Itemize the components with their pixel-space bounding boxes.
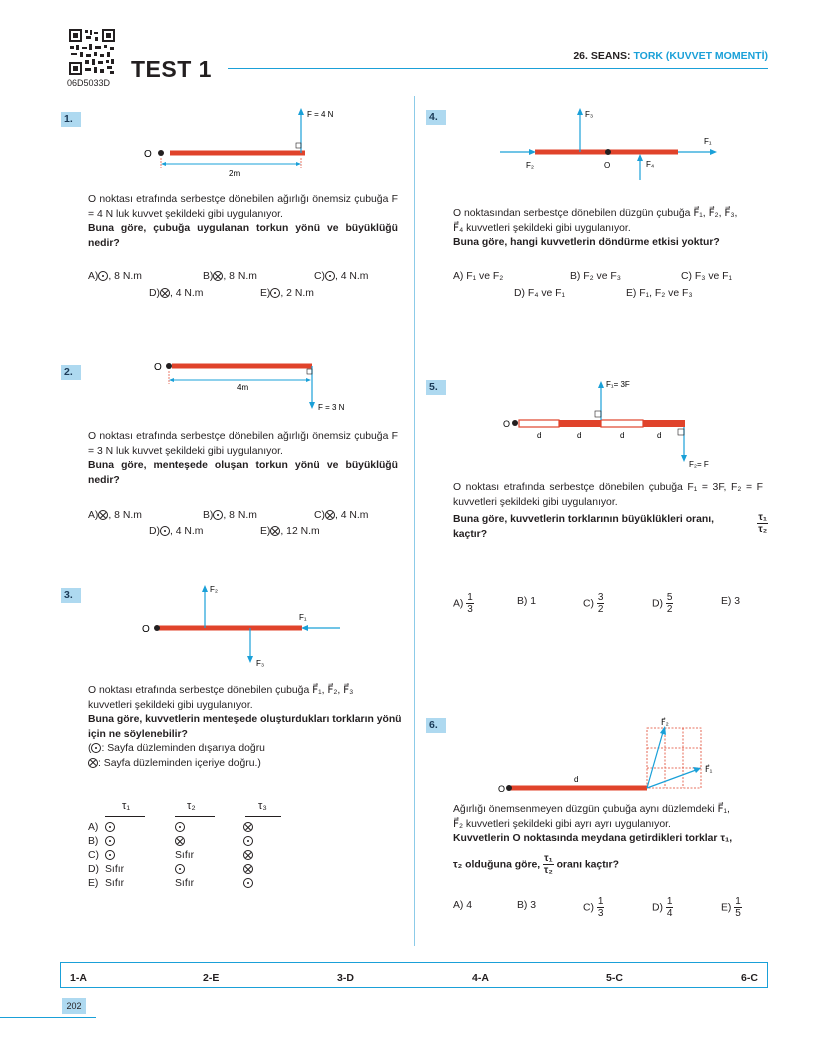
question-1-text [88,193,398,251]
question-6-prompt: Kuvvetlerin O noktasında meydana getirdikleri torklar τ₁, [453,833,733,844]
question-3-statement-2: kuvvetleri şekildeki gibi uygulanıyor. [88,699,253,711]
question-4-number: 4. [426,110,446,125]
qr-code-icon [68,28,116,76]
q6-option-c[interactable]: C) $\frac{1}{3}$ [583,896,604,919]
answer-2: 2-E [203,972,220,984]
force-f2-arrow [647,732,663,788]
rod-segment [559,420,601,427]
distance-label: d [657,431,662,440]
out-of-page-icon [98,271,108,281]
q1-option-c[interactable]: C) , 4 N.m [314,271,369,282]
header-session [573,50,768,62]
force-f2-label: F⃗₂ [661,718,669,727]
q3-zero-value: Sıfır [105,864,125,875]
out-of-page-icon [243,878,253,888]
into-page-icon [325,510,335,520]
length-label: 2m [229,169,241,178]
question-3-text [88,684,403,771]
q2-option-b[interactable]: B) , 8 N.m [203,510,257,521]
force-label: F = 4 N [307,110,334,119]
question-1-prompt: Buna göre, çubuğa uygulanan torkun yönü ve büyüklüğü nedir? [88,223,398,249]
footer-rule [0,1017,96,1018]
question-4-statement-2: F⃗₄ kuvvetleri şekildeki gibi uygulanıyor. [453,222,631,234]
pivot-point [512,420,518,426]
distance-label: d [537,431,542,440]
q3-option-row[interactable] [88,836,308,850]
question-4-statement: O noktasından serbestçe dönebilen düzgün çubuğa F⃗₁, F⃗₂, F⃗₃, [453,208,738,219]
force-f1-label: F₁= 3F [606,380,630,389]
question-5-figure [495,372,725,472]
out-of-page-icon [160,526,170,536]
q4-option-c[interactable]: C) F₃ ve F₁ [681,271,733,282]
q4-option-e[interactable]: E) F₁, F₂ ve F₃ [626,288,693,299]
q3-table-header: τ₁ τ₂ τ₃ [105,800,285,818]
q6-option-e[interactable]: E) $\frac{1}{5}$ [721,896,741,919]
answer-key-box [60,962,768,988]
legend-in: : Sayfa düzleminden içeriye doğru.) [88,758,261,769]
question-1-figure [140,100,360,185]
question-6-figure [495,712,735,797]
into-page-icon [243,850,253,860]
question-5-number: 5. [426,380,446,395]
force-label: F = 3 N [318,403,345,412]
force-f1-label: F⃗₁ [705,765,713,774]
out-of-page-icon [91,743,101,753]
q3-option-row[interactable] [88,850,308,864]
question-3-number: 3. [61,588,81,603]
q3-option-label: B) [88,836,99,847]
q2-option-a[interactable]: A) , 8 N.m [88,510,142,521]
q3-option-row[interactable] [88,878,308,892]
question-6-statement: Ağırlığı önemsenmeyen düzgün çubuğa aynı düzlemdeki F⃗₁, [453,804,730,815]
q1-option-d[interactable]: D) , 4 N.m [149,288,204,299]
session-topic: TORK (KUVVET MOMENTİ) [633,50,768,62]
q5-option-c[interactable]: C) $\frac{3}{2}$ [583,592,604,615]
question-3-statement: O noktası etrafında serbestçe dönebilen çubuğa F⃗₁, F⃗₂, F⃗₃ [88,685,354,696]
question-2-prompt: Buna göre, menteşede oluşan torkun yönü ve büyüklüğü nedir? [88,460,398,486]
out-of-page-icon [325,271,335,281]
question-5-prompt: Buna göre, kuvvetlerin torklarının büyüklükleri oranı, $\frac{\text{τ₁}}{\text{τ₂}}$ kaçtır? [453,512,768,540]
pivot-point [605,149,611,155]
q1-option-a[interactable]: A) , 8 N.m [88,271,142,282]
question-2-text [88,430,398,488]
force-f4-label: F₄ [646,160,655,169]
into-page-icon [98,510,108,520]
question-3-prompt: Buna göre, kuvvetlerin menteşede oluşturdukları torkların yönü için ne söylenebilir? [88,714,402,740]
into-page-icon [88,758,98,768]
q5-option-e[interactable]: E) 3 [721,596,741,607]
answer-4: 4-A [472,972,489,984]
q5-option-a[interactable]: A) $\frac{1}{3}$ [453,592,473,615]
point-label: O [503,419,511,429]
q4-option-a[interactable]: A) F₁ ve F₂ [453,271,504,282]
rod-segment [601,420,643,427]
pivot-point [154,625,160,631]
distance-label: d [577,431,582,440]
q6-option-d[interactable]: D) $\frac{1}{4}$ [652,896,673,919]
question-1-number: 1. [61,112,81,127]
question-1-statement: O noktası etrafında serbestçe dönebilen ağırlığı önemsiz çubuğa F = 4 N luk kuvvet şekildeki gibi uygulanıyor. [88,194,398,220]
header-rule [228,68,768,69]
length-label: 4m [237,383,249,392]
right-angle-mark [296,143,301,148]
into-page-icon [243,864,253,874]
question-2-number: 2. [61,365,81,380]
point-label: O [144,149,152,160]
q4-option-b[interactable]: B) F₂ ve F₃ [570,271,621,282]
question-6-prompt-2: τ₂ olduğuna göre, $\frac{\text{τ₁}}{\text{τ₂}}$ oranı kaçtır? [453,853,619,876]
session-label: 26. SEANS: [573,50,631,62]
into-page-icon [160,288,170,298]
q5-option-b[interactable]: B) 1 [517,596,537,607]
force-f1-arrow [647,770,696,788]
point-label: O [154,362,162,373]
force-f1-label: F₁ [299,613,307,622]
question-4-text [453,207,768,251]
force-f3-label: F₃ [585,110,594,119]
out-of-page-icon [243,836,253,846]
question-5-statement: O noktası etrafında serbestçe dönebilen çubuğa F₁ = 3F, F₂ = F kuvvetleri şekildeki gibi uygulanıyor. [453,482,763,508]
test-title: TEST 1 [131,56,212,82]
q2-option-d[interactable]: D) , 4 N.m [149,526,204,537]
q3-option-label: A) [88,822,99,833]
question-2-figure [150,355,370,415]
question-3-figure [140,578,350,673]
out-of-page-icon [270,288,280,298]
question-6-number: 6. [426,718,446,733]
legend-out: ( : Sayfa düzleminden dışarıya doğru [88,743,265,754]
force-f2-label: F₂ [210,585,218,594]
answer-5: 5-C [606,972,623,984]
question-4-prompt: Buna göre, hangi kuvvetlerin döndürme etkisi yoktur? [453,237,720,248]
q3-zero-value: Sıfır [175,850,195,861]
page-number: 202 [62,998,86,1014]
q3-option-row[interactable] [88,822,308,836]
qr-code-id: 06D5033D [67,78,111,88]
out-of-page-icon [175,864,185,874]
into-page-icon [175,836,185,846]
q3-zero-value: Sıfır [105,878,125,889]
question-2-statement: O noktası etrafında serbestçe dönebilen ağırlığı önemsiz çubuğa F = 3 N luk kuvvet şekildeki gibi uygulanıyor. [88,431,398,457]
distance-label: d [574,775,579,784]
q3-option-label: E) [88,878,99,889]
into-page-icon [270,526,280,536]
q3-option-label: C) [88,850,99,861]
question-5-text [453,481,763,510]
q4-option-d[interactable]: D) F₄ ve F₁ [514,288,566,299]
into-page-icon [213,271,223,281]
rod-segment [643,420,685,427]
force-f3-label: F₃ [256,659,265,668]
force-f2-label: F₂= F [689,460,709,469]
rod-segment [519,420,559,427]
out-of-page-icon [105,836,115,846]
force-arrowhead [298,108,304,115]
point-label: O [498,784,506,794]
q3-option-label: D) [88,864,99,875]
pivot-point [506,785,512,791]
point-label: O [604,161,611,170]
pivot-point [158,150,164,156]
question-6-text [453,803,768,847]
q2-option-c[interactable]: C) , 4 N.m [314,510,369,521]
q3-option-row[interactable] [88,864,308,878]
force-f2-label: F₂ [526,161,534,170]
out-of-page-icon [105,850,115,860]
q2-option-e[interactable]: E) , 12 N.m [260,526,320,537]
q6-option-b[interactable]: B) 3 [517,900,537,911]
pivot-point [166,363,172,369]
q1-option-b[interactable]: B) , 8 N.m [203,271,257,282]
into-page-icon [243,822,253,832]
q3-zero-value: Sıfır [175,878,195,889]
column-divider [414,96,415,946]
out-of-page-icon [175,822,185,832]
question-6-statement-2: F⃗₂ kuvvetleri şekildeki gibi ayrı ayrı uygulanıyor. [453,818,671,830]
q6-option-a[interactable]: A) 4 [453,900,473,911]
q5-option-d[interactable]: D) $\frac{5}{2}$ [652,592,673,615]
answer-6: 6-C [741,972,758,984]
answer-1: 1-A [70,972,87,984]
point-label: O [142,624,150,635]
qr-code [68,28,116,76]
force-f1-label: F₁ [704,137,712,146]
out-of-page-icon [213,510,223,520]
question-4-figure [490,100,730,180]
distance-label: d [620,431,625,440]
answer-3: 3-D [337,972,354,984]
out-of-page-icon [105,822,115,832]
q1-option-e[interactable]: E) , 2 N.m [260,288,314,299]
